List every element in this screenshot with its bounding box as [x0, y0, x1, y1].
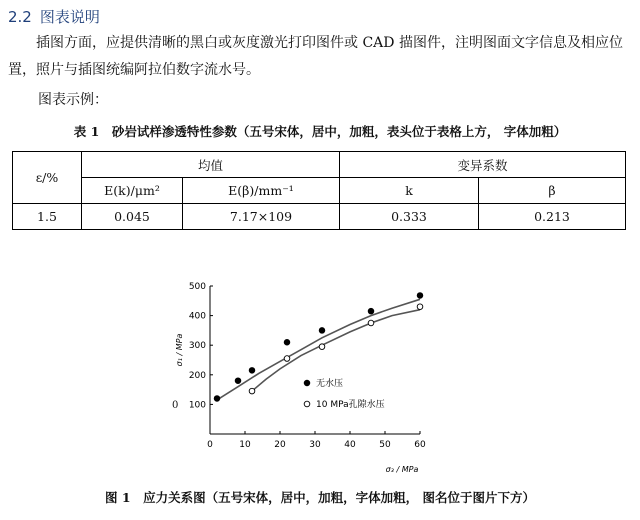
section-heading: [8, 6, 100, 27]
x-tick-label: 20: [274, 440, 286, 450]
y-tick-label: 200: [188, 370, 206, 381]
x-tick-label: 60: [414, 440, 426, 450]
data-point-2: [284, 356, 290, 362]
header-mean: 均值: [82, 152, 340, 178]
header-eb: E(β)/mm⁻¹: [183, 178, 340, 204]
y-tick-label: 100: [188, 400, 206, 411]
x-tick-label: 30: [309, 440, 321, 450]
data-point-1: [417, 293, 423, 299]
x-tick-label: 50: [379, 440, 391, 450]
stress-chart: [165, 280, 465, 480]
data-point-1: [235, 378, 241, 384]
cell-epsilon: 1.5: [13, 204, 82, 230]
table-header-row: [13, 152, 626, 178]
header-ek: E(k)/μm²: [82, 178, 183, 204]
y-tick-label: 300: [188, 341, 206, 352]
data-point-1: [368, 308, 374, 314]
cell-ek: 0.045: [82, 204, 183, 230]
table-row: [13, 204, 626, 230]
x-axis-label: σ₃ / MPa: [385, 465, 419, 474]
example-label: 图表示例：: [38, 92, 108, 108]
table-caption: 表 1 砂岩试样渗透特性参数（五号宋体，居中，加粗，表头位于表格上方， 字体加粗）: [73, 124, 567, 139]
y-axis-label: σ₁ / MPa: [175, 333, 184, 367]
data-point-1: [249, 368, 255, 374]
legend-label-1: 无水压: [316, 379, 344, 389]
stray-label: 0: [172, 400, 179, 411]
x-tick-label: 40: [344, 440, 356, 450]
legend-label-2: 10 MPa孔隙水压: [316, 400, 385, 410]
data-table: [12, 151, 626, 230]
data-point-1: [284, 339, 290, 345]
cell-k: 0.333: [340, 204, 479, 230]
table-subheader-row: [13, 178, 626, 204]
section-title: 图表说明: [39, 8, 100, 26]
data-point-2: [249, 388, 255, 394]
x-tick-label: 0: [207, 440, 213, 450]
data-point-2: [319, 344, 325, 350]
cell-eb: 7.17×109: [183, 204, 340, 230]
data-point-2: [417, 304, 423, 310]
data-point-1: [214, 396, 220, 402]
y-tick-label: 500: [188, 282, 206, 292]
header-k: k: [340, 178, 479, 204]
figure-caption: 图 1 应力关系图（五号宋体，居中，加粗，字体加粗， 图名位于图片下方）: [105, 490, 535, 505]
body-paragraph: 插图方面，应提供清晰的黑白或灰度激光打印图件或 CAD 描图件，注明图面文字信息及相应位置，照片与插图统编阿拉伯数字流水号。: [8, 35, 623, 78]
header-beta: β: [479, 178, 626, 204]
data-point-1: [319, 328, 325, 334]
section-number: 2.2: [8, 8, 32, 26]
legend-marker-2: [304, 401, 310, 407]
header-cv: 变异系数: [340, 152, 626, 178]
data-point-2: [368, 320, 374, 326]
legend-marker-1: [304, 380, 310, 386]
x-tick-label: 10: [239, 440, 251, 450]
y-tick-label: 400: [188, 311, 206, 322]
cell-beta: 0.213: [479, 204, 626, 230]
header-epsilon: ε/%: [13, 152, 82, 204]
